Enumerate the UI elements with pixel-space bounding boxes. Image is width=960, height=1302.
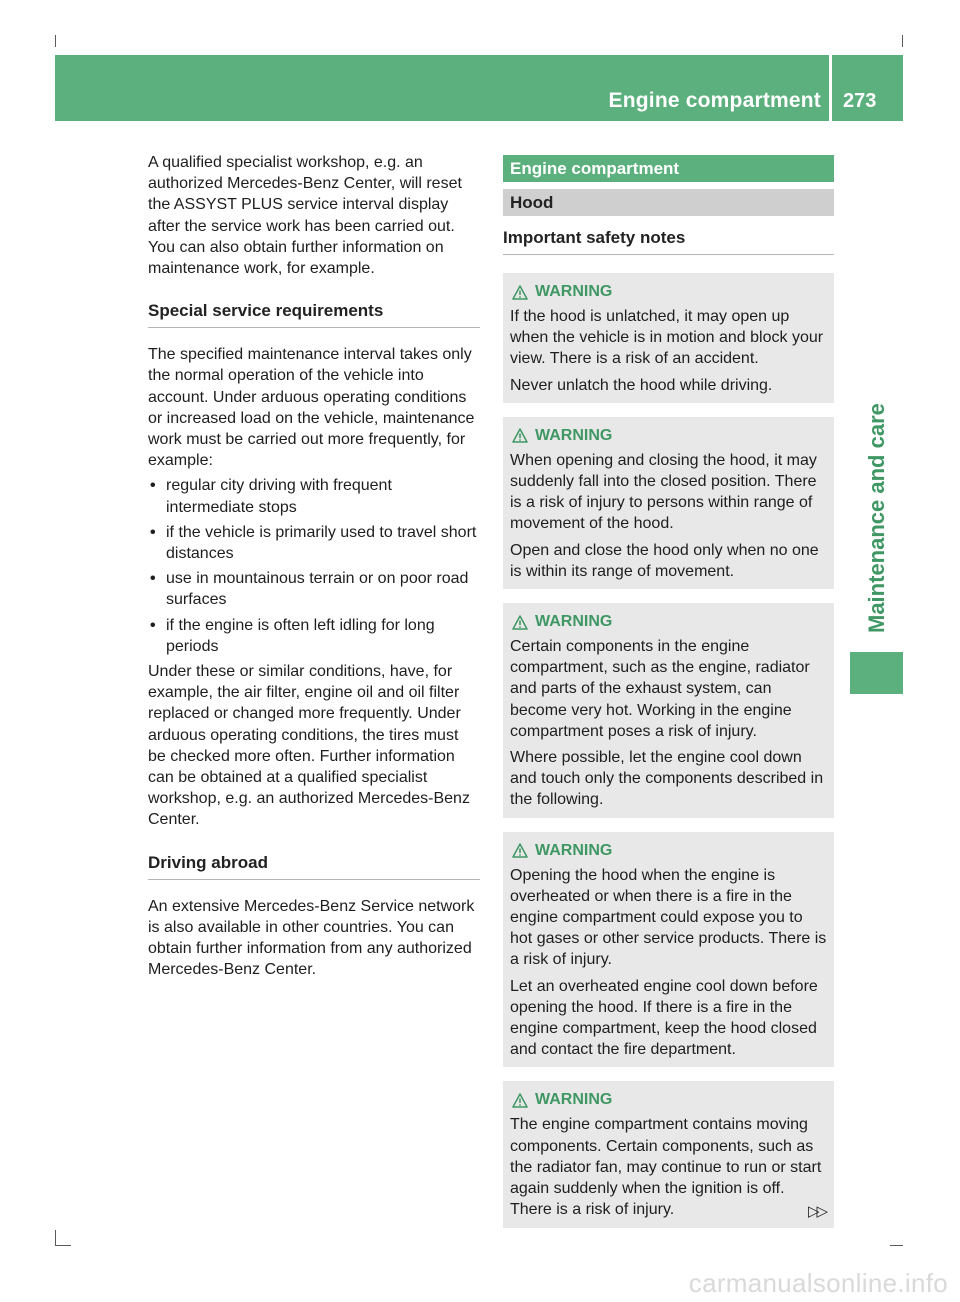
warning-box	[503, 1081, 834, 1227]
warning-header	[510, 425, 827, 447]
page-number: 273	[843, 90, 877, 112]
header-title: Engine compartment	[608, 89, 821, 112]
warning-box	[503, 273, 834, 403]
warning-label: WARNING	[535, 283, 613, 300]
warning-triangle-icon	[512, 285, 528, 300]
continued-arrow-icon: ▷▷	[808, 1203, 826, 1220]
warning-text: Certain components in the engine compartment, such as the engine, radiator and parts of the exhaust system, can become very hot. Working in the engine compartment poses a risk of injury.	[510, 638, 810, 740]
warning-header	[510, 840, 827, 862]
warning-header	[510, 281, 827, 303]
warning-box	[503, 603, 834, 818]
warning-text: The engine compartment contains moving components. Certain components, such as the radiator fan, may continue to run or start again suddenly when the ignition is off. There is a risk of injury.	[510, 1116, 822, 1219]
crop-mark	[55, 35, 56, 47]
warning-box	[503, 417, 834, 589]
warning-header	[510, 611, 827, 633]
driving-abroad-heading: Driving abroad	[148, 853, 480, 880]
warning-instruction: Open and close the hood only when no one is within its range of movement.	[510, 541, 819, 580]
section-title-bar: Engine compartment	[503, 155, 834, 182]
warning-header	[510, 1089, 827, 1111]
warning-instruction: Let an overheated engine cool down before opening the hood. If there is a fire in the engine compartment, keep the hood closed and contact the fire department.	[510, 977, 818, 1059]
list-item: • regular city driving with frequent intermediate stops	[148, 475, 480, 517]
chapter-tab	[850, 121, 903, 641]
right-column	[503, 155, 834, 1242]
special-service-paragraph: The specified maintenance interval takes only the normal operation of the vehicle into account. Under arduous operating conditions or increased load on the vehicle, maintenance work must be carried out more frequently, for example:	[148, 346, 475, 470]
crop-mark	[55, 1230, 56, 1246]
warning-label: WARNING	[535, 841, 613, 859]
special-service-paragraph-2: Under these or similar conditions, have, for example, the air filter, engine oil and oil filter replaced or changed more frequently. Under arduous operating conditions, the tires must be checked more often. Further information can be obtained at a qualified specialist workshop, e.g. an authorized Mercedes-Benz Center.	[148, 663, 470, 829]
warning-text: When opening and closing the hood, it may suddenly fall into the closed position. There is a risk of injury to persons within range of movement of the hood.	[510, 451, 817, 533]
chapter-marker	[850, 652, 903, 694]
crop-mark	[902, 35, 903, 47]
driving-abroad-paragraph: An extensive Mercedes-Benz Service network is also available in other countries. You can obtain further information from any authorized Mercedes-Benz Center.	[148, 897, 475, 979]
warning-instruction: Where possible, let the engine cool down and touch only the components described in the following.	[510, 749, 824, 809]
warning-label: WARNING	[535, 1091, 613, 1109]
subsection-title-bar: Hood	[503, 189, 834, 216]
warning-text: If the hood is unlatched, it may open up when the vehicle is in motion and block your view. There is a risk of an accident.	[510, 308, 824, 368]
warning-text: Opening the hood when the engine is overheated or when there is a fire in the engine compartment could expose you to hot gases or other service products. There is a risk of injury.	[510, 866, 827, 969]
warning-triangle-icon	[512, 843, 528, 858]
warning-triangle-icon	[512, 615, 528, 630]
conditions-list	[148, 475, 480, 657]
header-divider	[829, 55, 832, 121]
chapter-tab-label: Maintenance and care	[863, 403, 889, 633]
warning-triangle-icon	[512, 428, 528, 443]
intro-paragraph: A qualified specialist workshop, e.g. an authorized Mercedes-Benz Center, will reset the ASSYST PLUS service interval display after the service work has been carried out. You can also obtain further information on maintenance work, for example.	[148, 154, 462, 278]
warning-instruction: Never unlatch the hood while driving.	[510, 376, 773, 394]
crop-mark	[55, 1245, 71, 1246]
safety-notes-heading: Important safety notes	[503, 228, 834, 255]
page-header	[55, 55, 903, 121]
warning-label: WARNING	[535, 426, 613, 444]
list-item: • use in mountainous terrain or on poor road surfaces	[148, 568, 480, 610]
warning-box	[503, 832, 834, 1068]
warning-triangle-icon	[512, 1093, 528, 1108]
left-column	[148, 152, 480, 981]
list-item: • if the vehicle is primarily used to travel short distances	[148, 522, 480, 564]
list-item: • if the engine is often left idling for long periods	[148, 615, 480, 657]
crop-mark	[890, 1245, 903, 1246]
watermark: carmanualsonline.info	[688, 1268, 948, 1298]
warning-label: WARNING	[535, 613, 613, 631]
special-service-heading: Special service requirements	[148, 301, 480, 328]
